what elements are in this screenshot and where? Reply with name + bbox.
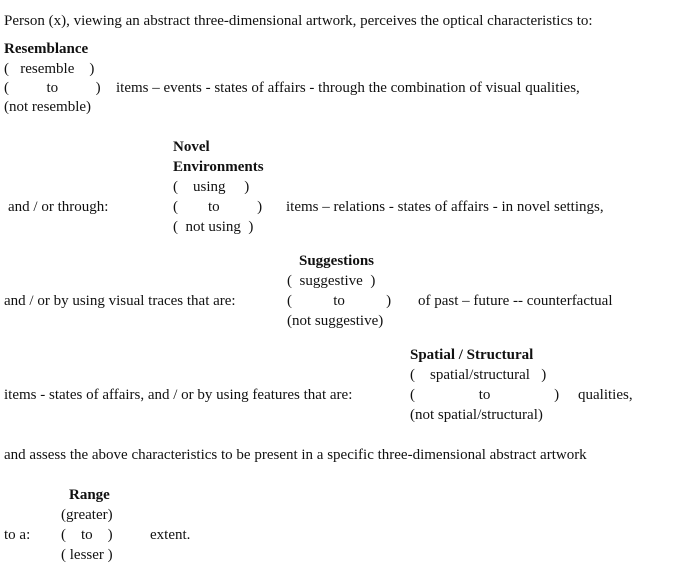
- resemblance-scale-bottom: (not resemble): [4, 99, 92, 115]
- resemblance-scale-mid: ( to ): [4, 80, 101, 96]
- suggestions-text: of past – future -- counterfactual: [418, 293, 613, 309]
- novel-heading-line1: Novel: [173, 139, 210, 155]
- novel-scale-bottom: ( not using ): [173, 219, 254, 235]
- range-scale-top: (greater): [61, 507, 113, 523]
- range-scale-mid: ( to ): [61, 527, 113, 543]
- resemblance-scale-top: ( resemble ): [4, 61, 95, 77]
- spatial-lead: items - states of affairs, and / or by using features that are:: [4, 387, 353, 403]
- resemblance-text: items – events - states of affairs - through the combination of visual qualities,: [116, 80, 580, 96]
- spatial-scale-bottom: (not spatial/structural): [410, 407, 543, 423]
- range-heading: Range: [69, 487, 110, 503]
- novel-scale-mid: ( to ): [173, 199, 263, 215]
- range-text: extent.: [150, 527, 191, 543]
- suggestions-heading: Suggestions: [299, 253, 375, 269]
- novel-scale-top: ( using ): [173, 179, 250, 195]
- range-lead: to a:: [4, 527, 31, 543]
- spatial-scale-top: ( spatial/structural ): [410, 367, 547, 383]
- suggestions-scale-top: ( suggestive ): [287, 273, 376, 289]
- suggestions-scale-bottom: (not suggestive): [287, 313, 384, 329]
- spatial-heading: Spatial / Structural: [410, 347, 534, 363]
- novel-lead: and / or through:: [8, 199, 109, 215]
- intro-text: Person (x), viewing an abstract three-dimensional artwork, perceives the optical characteristics to:: [4, 13, 593, 29]
- spatial-text: qualities,: [578, 387, 633, 403]
- novel-text: items – relations - states of affairs - in novel settings,: [286, 199, 604, 215]
- suggestions-lead: and / or by using visual traces that are:: [4, 293, 236, 309]
- range-scale-bottom: ( lesser ): [61, 547, 113, 563]
- assess-text: and assess the above characteristics to be present in a specific three-dimensional abstract artwork: [4, 447, 587, 463]
- spatial-scale-mid: ( to ): [410, 387, 560, 403]
- suggestions-scale-mid: ( to ): [287, 293, 392, 309]
- novel-heading-line2: Environments: [173, 159, 264, 175]
- resemblance-heading: Resemblance: [4, 41, 89, 57]
